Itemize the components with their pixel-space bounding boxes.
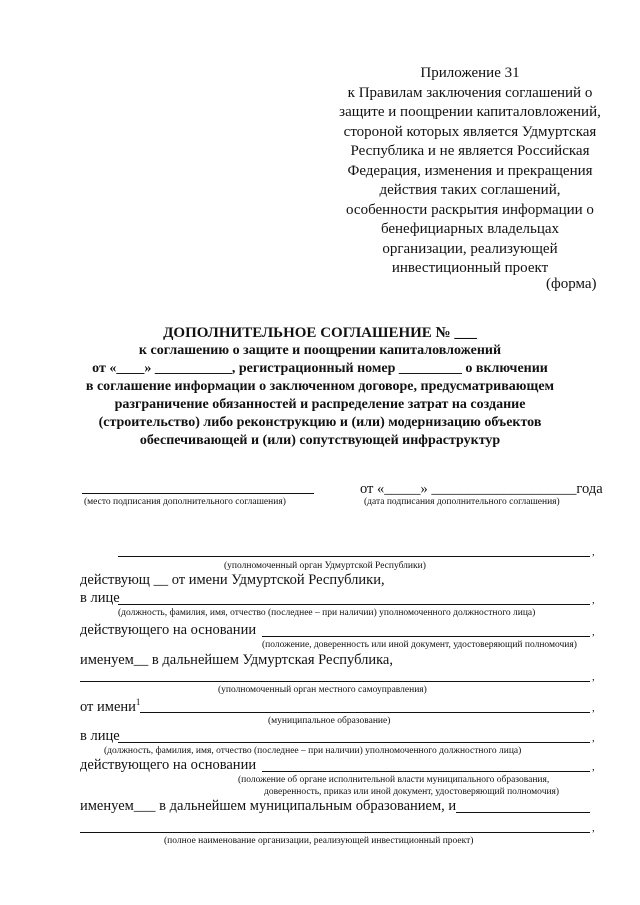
hereinafter-field-line[interactable]: [456, 812, 590, 813]
comma-mark: ,: [592, 702, 595, 714]
basis-caption-2b: доверенность, приказ или иной документ, удостоверяющий полномочия): [264, 787, 560, 797]
hereinafter-line: именуем__ в дальнейшем Удмуртская Республика,: [80, 652, 393, 668]
comma-mark: ,: [592, 546, 595, 558]
official-caption-2: (должность, фамилия, имя, отчество (последнее – при наличии) уполномоченного должностного лица): [104, 746, 522, 756]
comma-mark: ,: [592, 822, 595, 834]
appendix-line: действия таких соглашений,: [379, 182, 561, 198]
date-caption: (дата подписания дополнительного соглашения): [364, 497, 560, 507]
municipality-field-line[interactable]: [140, 712, 590, 713]
appendix-line: инвестиционный проект: [391, 260, 549, 276]
basis-field-line-2[interactable]: [262, 771, 590, 772]
comma-mark: ,: [592, 626, 595, 638]
authority-caption: (уполномоченный орган Удмуртской Республики): [224, 561, 426, 571]
footnote-mark: 1: [135, 697, 141, 707]
comma-mark: ,: [592, 761, 595, 773]
appendix-line: к Правилам заключения соглашений о: [347, 84, 593, 101]
appendix-line: Приложение 31: [420, 65, 520, 81]
appendix-line: бенефициарных владельцах: [380, 221, 560, 237]
comma-mark: ,: [592, 671, 595, 683]
appendix-line: защите и поощрении капиталовложений,: [339, 104, 601, 120]
basis-caption: (положение, доверенность или иной документ, удостоверяющий полномочия): [262, 640, 577, 650]
appendix-block: [300, 64, 640, 279]
title-line: в соглашение информации о заключенном договоре, предусматривающем: [85, 379, 555, 394]
basis-caption-2a: (положение об органе исполнительной власти муниципального образования,: [238, 775, 550, 785]
authority-field-line[interactable]: [118, 556, 590, 557]
appendix-line: Федерация, изменения и прекращения: [347, 162, 593, 179]
acting-line: действующ __ от имени Удмуртской Республики,: [80, 572, 385, 588]
in-person-label: в лице: [80, 590, 120, 606]
municipality-caption: (муниципальное образование): [268, 716, 391, 726]
basis-label: действующего на основании: [80, 622, 257, 638]
local-authority-field-line[interactable]: [80, 681, 590, 682]
appendix-line: стороной которых является Удмуртская: [343, 123, 597, 140]
basis-label-2: действующего на основании: [80, 757, 257, 773]
official-caption: (должность, фамилия, имя, отчество (последнее – при наличии) уполномоченного должностного лица): [118, 608, 536, 618]
basis-field-line[interactable]: [262, 636, 590, 637]
on-behalf-label: [80, 697, 140, 716]
comma-mark: ,: [592, 594, 595, 606]
document-title: [40, 324, 600, 450]
appendix-line: Республика и не является Российская: [350, 143, 590, 159]
hereinafter-line-2: именуем___ в дальнейшем муниципальным образованием, и: [80, 798, 457, 814]
title-line: к соглашению о защите и поощрении капиталовложений: [138, 343, 502, 358]
form-label: (форма): [546, 276, 597, 292]
appendix-line: особенности раскрытия информации о: [346, 201, 594, 218]
appendix-line: организации, реализующей: [382, 240, 558, 257]
in-person-label-2: в лице: [80, 728, 120, 744]
organization-field-line[interactable]: [80, 832, 590, 833]
organization-caption: (полное наименование организации, реализующей инвестиционный проект): [164, 836, 474, 846]
place-caption: (место подписания дополнительного соглашения): [84, 497, 286, 507]
date-field[interactable]: от «_____» ____________________года: [360, 481, 603, 497]
official-field-line[interactable]: [118, 604, 590, 605]
comma-mark: ,: [592, 732, 595, 744]
place-field-line[interactable]: [82, 493, 314, 494]
title-line: обеспечивающей и (или) сопутствующей инфраструктур: [139, 433, 501, 448]
on-behalf-text: от имени: [80, 698, 136, 715]
title-line: (строительство) либо реконструкцию и (или) модернизацию объектов: [98, 415, 542, 430]
local-authority-caption: (уполномоченный орган местного самоуправления): [218, 685, 427, 695]
title-heading: ДОПОЛНИТЕЛЬНОЕ СОГЛАШЕНИЕ № ___: [163, 325, 477, 341]
title-line: от «____» ___________, регистрационный номер _________ о включении: [92, 361, 548, 376]
official-field-line-2[interactable]: [118, 742, 590, 743]
title-line: разграничение обязанностей и распределение затрат на создание: [114, 397, 526, 412]
